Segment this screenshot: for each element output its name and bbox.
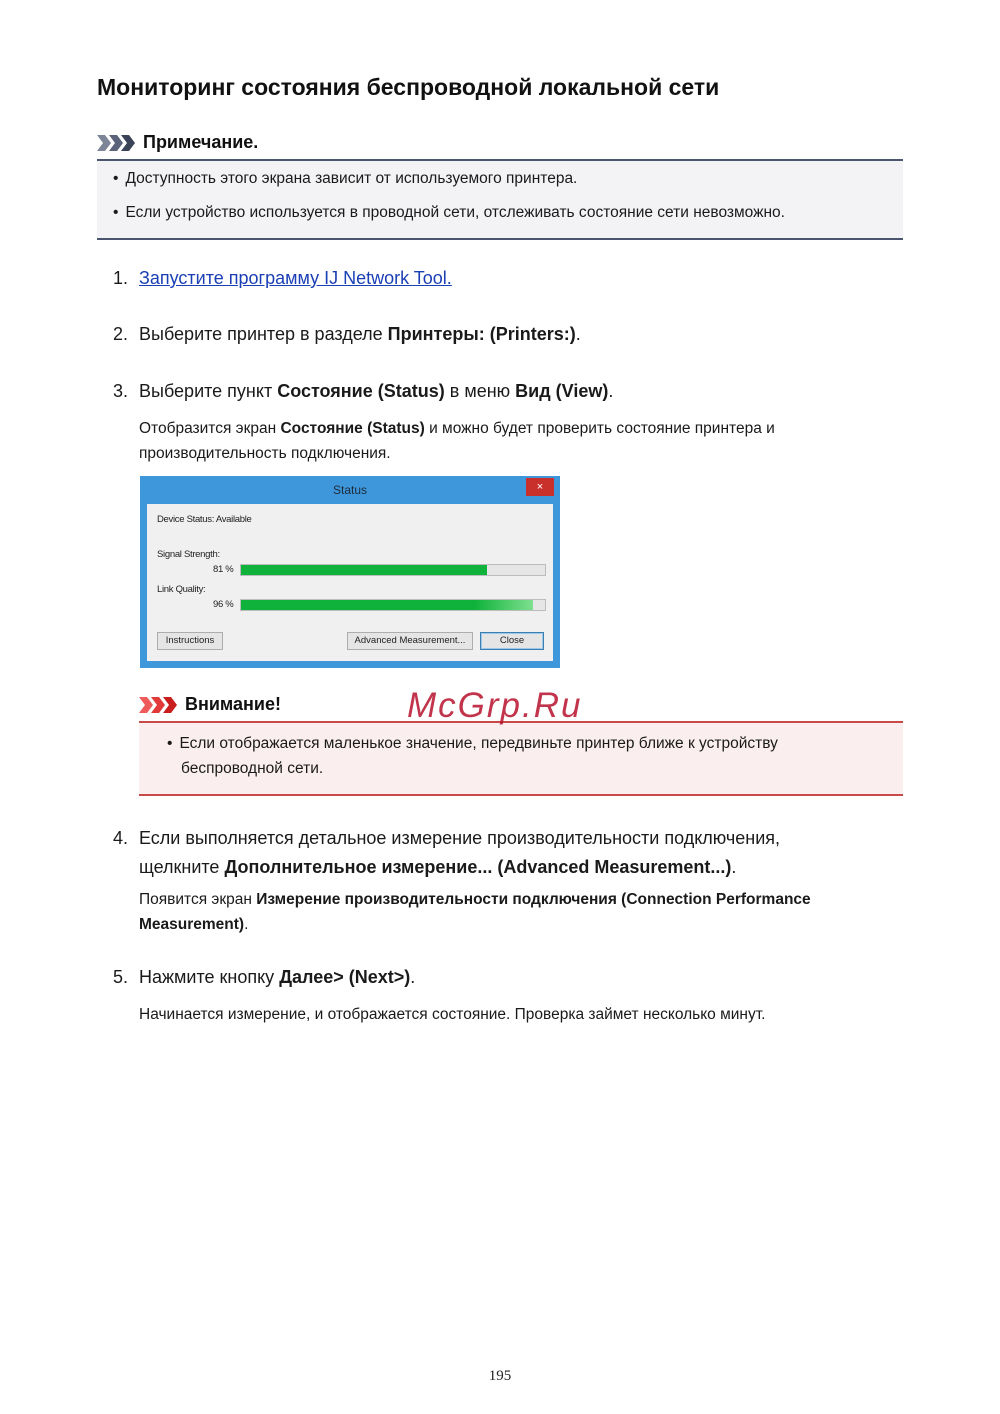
step-3-description: Отобразится экран Состояние (Status) и можно будет проверить состояние принтера и производительность подключения.: [139, 420, 775, 462]
page-number: 195: [488, 1368, 512, 1384]
link-quality-fill: [241, 600, 533, 610]
advanced-measurement-button[interactable]: Advanced Measurement...: [347, 632, 473, 650]
link-label: Link Quality:: [157, 584, 206, 595]
note-heading: [97, 132, 258, 153]
close-button[interactable]: Close: [480, 632, 544, 650]
note-item: • Доступность этого экрана зависит от используемого принтера.: [113, 170, 577, 188]
instructions-button[interactable]: Instructions: [157, 632, 223, 650]
step-1: 1. Запустите программу IJ Network Tool.: [113, 268, 452, 288]
signal-strength-bar: [240, 564, 546, 576]
note-box: [97, 159, 903, 240]
link-value: 96 %: [213, 599, 234, 610]
note-item: • Если устройство используется в проводной сети, отслеживать состояние сети невозможно.: [113, 204, 785, 222]
link-quality-bar: [240, 599, 546, 611]
step-2: 2. Выберите принтер в разделе Принтеры: (Printers:).: [113, 324, 581, 344]
step-4: 4. Если выполняется детальное измерение производительности подключения, щелкните Дополнительное измерение... (Advanced Measurement...).: [113, 828, 781, 877]
warning-box: [139, 721, 903, 796]
watermark: McGrp.Ru: [407, 686, 583, 725]
signal-label: Signal Strength:: [157, 549, 220, 560]
close-icon[interactable]: ×: [526, 478, 554, 496]
warning-arrows-icon: [139, 697, 179, 713]
warning-item: • Если отображается маленькое значение, передвиньте принтер ближе к устройству беспроводной сети.: [167, 731, 881, 781]
note-arrows-icon: [97, 135, 137, 151]
note-label: Примечание.: [143, 132, 259, 152]
signal-value: 81 %: [213, 564, 234, 575]
warning-label: Внимание!: [185, 694, 281, 714]
device-status: Device Status: Available: [157, 514, 252, 525]
step-5: 5. Нажмите кнопку Далее> (Next>).: [113, 967, 416, 987]
dialog-title: Status: [332, 483, 368, 497]
step-3: 3. Выберите пункт Состояние (Status) в меню Вид (View).: [113, 381, 614, 401]
step-4-description: Появится экран Измерение производительности подключения (Connection Performance Measurement).: [139, 891, 811, 933]
launch-ij-network-tool-link[interactable]: Запустите программу IJ Network Tool.: [139, 268, 452, 288]
page-title: Мониторинг состояния беспроводной локальной сети: [97, 74, 720, 100]
warning-heading: [139, 694, 281, 715]
status-dialog: [140, 476, 560, 668]
signal-strength-fill: [241, 565, 487, 575]
step-5-description: Начинается измерение, и отображается состояние. Проверка займет несколько минут.: [139, 1006, 766, 1023]
dialog-body: [147, 504, 553, 661]
